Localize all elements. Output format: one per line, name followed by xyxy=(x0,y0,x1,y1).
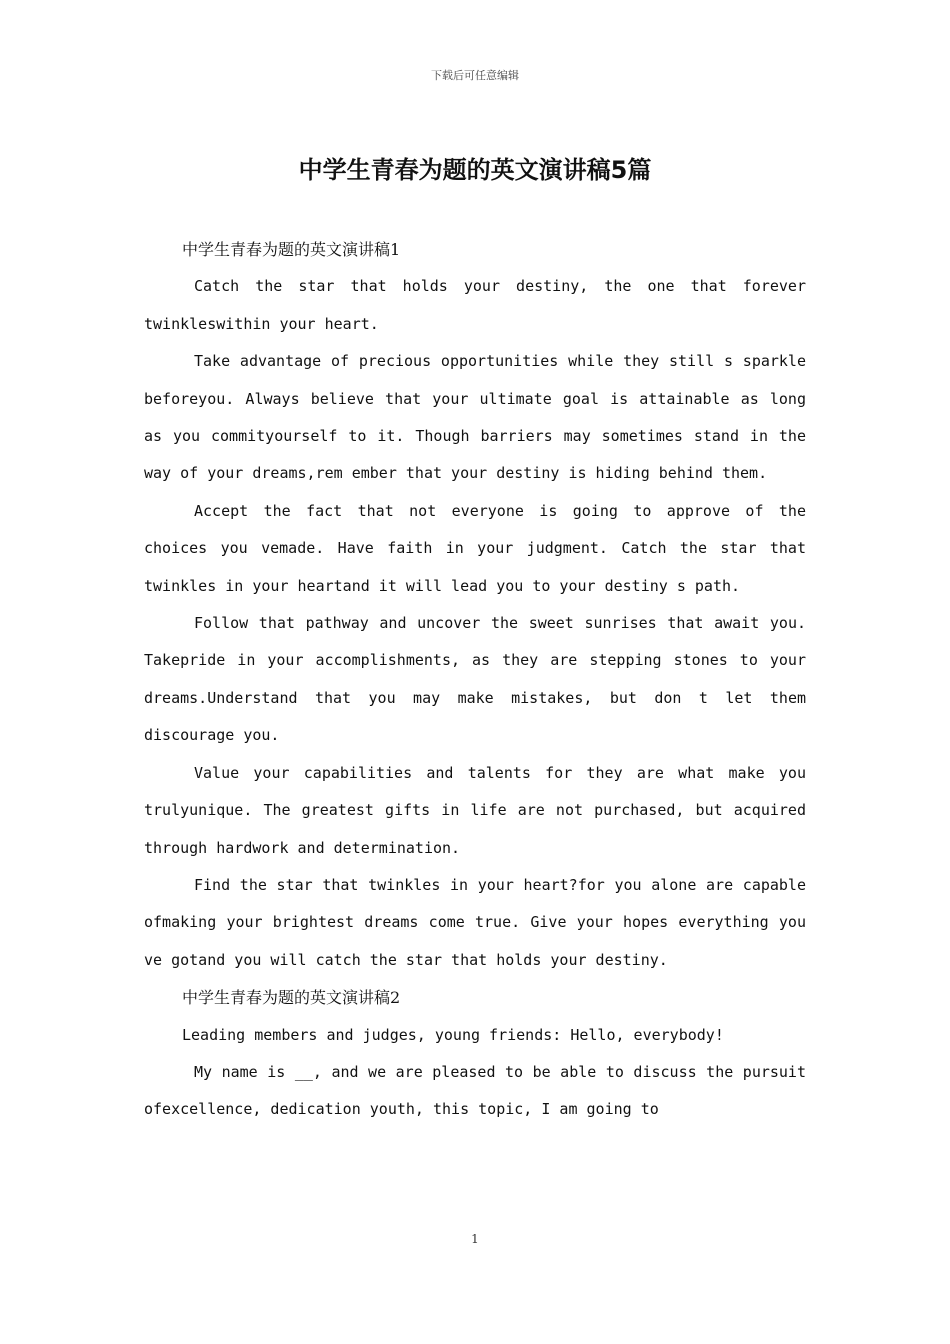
paragraph: Leading members and judges, young friends: Hello, everybody! xyxy=(182,1025,724,1044)
paragraph: Accept the fact that not everyone is going to approve of the choices you vemade. Have faith in your judgment. Catch the star that twinkles in your heartand it will lead you to your destiny s path. xyxy=(144,501,806,595)
paragraph: My name is __, and we are pleased to be able to discuss the pursuit ofexcellence, dedication youth, this topic, I am going to xyxy=(144,1062,806,1119)
paragraph: Catch the star that holds your destiny, the one that forever twinkleswithin your heart. xyxy=(144,277,806,333)
paragraph: Value your capabilities and talents for they are what make you trulyunique. The greatest gifts in life are not purchased, but acquired through hardwork and determination. xyxy=(144,763,806,857)
document-title: 中学生青春为题的英文演讲稿5篇 xyxy=(298,156,652,184)
header-note: 下载后可任意编辑 xyxy=(431,69,519,82)
paragraph: Follow that pathway and uncover the sweet sunrises that await you. Takepride in your accomplishments, as they are stepping stones to your dreams.Understand that you may make mistakes, but don t let them discourage you. xyxy=(144,614,806,745)
paragraph: Take advantage of precious opportunities while they still s sparkle beforeyou. Always believe that your ultimate goal is attainable as long as you commityourself to it. Though barriers may sometimes stand in the way of your dreams,rem ember that your destiny is hiding behind them. xyxy=(144,352,806,483)
section-heading-1: 中学生青春为题的英文演讲稿1 xyxy=(182,240,401,259)
section-heading-2: 中学生青春为题的英文演讲稿2 xyxy=(182,988,401,1008)
paragraph: Find the star that twinkles in your heart?for you alone are capable ofmaking your brightest dreams come true. Give your hopes everything you ve gotand you will catch the star that holds your destiny. xyxy=(144,875,806,969)
page-number: 1 xyxy=(471,1232,479,1246)
document-body xyxy=(144,231,806,1129)
